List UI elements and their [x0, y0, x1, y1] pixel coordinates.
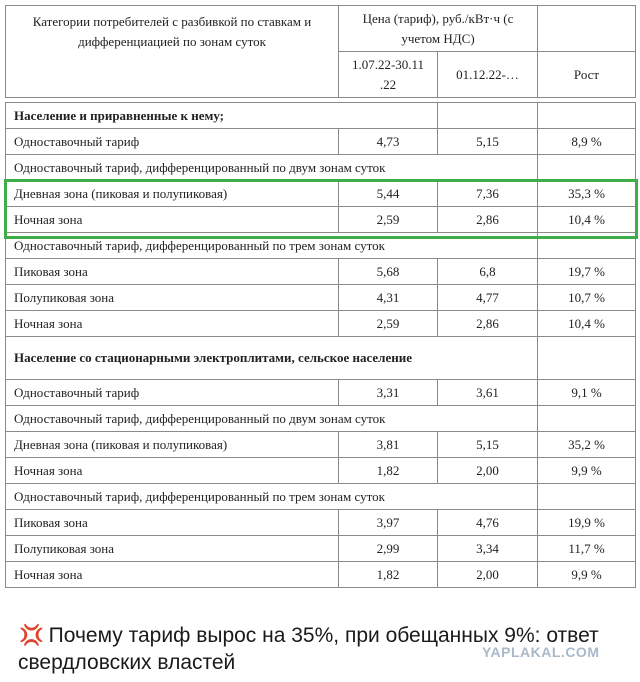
row-label: Ночная зона: [6, 207, 339, 233]
price-period-2: 3,61: [438, 380, 538, 406]
price-period-1: 1,82: [339, 562, 438, 588]
empty-cell: [538, 337, 636, 380]
price-period-1: 5,68: [339, 259, 438, 285]
empty-cell: [538, 103, 636, 129]
price-period-1: 3,31: [339, 380, 438, 406]
price-period-2: 4,76: [438, 510, 538, 536]
growth-value: 10,7 %: [538, 285, 636, 311]
empty-cell: [538, 233, 636, 259]
price-period-1: 4,31: [339, 285, 438, 311]
table-row: [6, 181, 636, 207]
price-period-2: 2,00: [438, 458, 538, 484]
table-row: [6, 311, 636, 337]
growth-value: 10,4 %: [538, 311, 636, 337]
price-period-2: 2,00: [438, 562, 538, 588]
growth-value: 35,3 %: [538, 181, 636, 207]
row-label: Ночная зона: [6, 458, 339, 484]
row-label: Одноставочный тариф: [6, 129, 339, 155]
empty-cell: [438, 103, 538, 129]
table-row: [6, 484, 636, 510]
watermark: YAPLAKAL.COM: [482, 644, 600, 660]
price-period-2: 5,15: [438, 432, 538, 458]
table-row: [6, 129, 636, 155]
table-row: [6, 380, 636, 406]
row-label: Пиковая зона: [6, 259, 339, 285]
subsection-label: Одноставочный тариф, дифференцированный по двум зонам суток: [6, 155, 538, 181]
price-period-1: 2,59: [339, 207, 438, 233]
empty-cell: [538, 155, 636, 181]
growth-value: 35,2 %: [538, 432, 636, 458]
table-row: [6, 285, 636, 311]
row-label: Ночная зона: [6, 311, 339, 337]
table-row: [6, 207, 636, 233]
section-label: Население со стационарными электроплитами, сельское население: [6, 337, 538, 380]
caption-text: Почему тариф вырос на 35%, при обещанных 9%: ответ свердловских властей: [18, 624, 599, 674]
growth-value: 9,1 %: [538, 380, 636, 406]
row-label: Полупиковая зона: [6, 285, 339, 311]
row-label: Одноставочный тариф: [6, 380, 339, 406]
empty-cell: [538, 406, 636, 432]
growth-value: 10,4 %: [538, 207, 636, 233]
tariff-table: [5, 5, 636, 588]
table-row: [6, 233, 636, 259]
row-label: Дневная зона (пиковая и полупиковая): [6, 181, 339, 207]
table-header-row: [6, 6, 636, 52]
price-period-2: 4,77: [438, 285, 538, 311]
price-period-1: 4,73: [339, 129, 438, 155]
price-period-1: 2,59: [339, 311, 438, 337]
price-period-1: 2,99: [339, 536, 438, 562]
table-row: [6, 562, 636, 588]
price-period-2: 6,8: [438, 259, 538, 285]
anger-symbol-icon: 💢︎: [18, 624, 45, 647]
subsection-label: Одноставочный тариф, дифференцированный по двум зонам суток: [6, 406, 538, 432]
price-period-2: 3,34: [438, 536, 538, 562]
header-period-1: 1.07.22-30.11 .22: [339, 52, 438, 98]
subsection-label: Одноставочный тариф, дифференцированный по трем зонам суток: [6, 484, 538, 510]
table-row: [6, 432, 636, 458]
price-period-2: 7,36: [438, 181, 538, 207]
table-row: [6, 155, 636, 181]
price-period-2: 2,86: [438, 311, 538, 337]
empty-cell: [538, 484, 636, 510]
table-row: [6, 536, 636, 562]
tariff-table-container: [5, 5, 635, 588]
price-period-1: 3,81: [339, 432, 438, 458]
row-label: Ночная зона: [6, 562, 339, 588]
growth-value: 9,9 %: [538, 458, 636, 484]
growth-value: 11,7 %: [538, 536, 636, 562]
price-period-1: 1,82: [339, 458, 438, 484]
header-price: Цена (тариф), руб./кВт·ч (с учетом НДС): [339, 6, 538, 52]
price-period-1: 3,97: [339, 510, 438, 536]
table-row: [6, 458, 636, 484]
table-row: [6, 259, 636, 285]
row-label: Пиковая зона: [6, 510, 339, 536]
header-category: Категории потребителей с разбивкой по ставкам и дифференциацией по зонам суток: [6, 6, 339, 98]
subsection-label: Одноставочный тариф, дифференцированный по трем зонам суток: [6, 233, 538, 259]
table-row: [6, 510, 636, 536]
header-empty: [538, 6, 636, 52]
growth-value: 19,7 %: [538, 259, 636, 285]
row-label: Дневная зона (пиковая и полупиковая): [6, 432, 339, 458]
growth-value: 9,9 %: [538, 562, 636, 588]
growth-value: 8,9 %: [538, 129, 636, 155]
header-growth: Рост: [538, 52, 636, 98]
row-label: Полупиковая зона: [6, 536, 339, 562]
price-period-2: 2,86: [438, 207, 538, 233]
section-label: Население и приравненные к нему;: [6, 103, 438, 129]
table-row: [6, 103, 636, 129]
price-period-2: 5,15: [438, 129, 538, 155]
header-period-2: 01.12.22-…: [438, 52, 538, 98]
table-row: [6, 337, 636, 380]
table-row: [6, 406, 636, 432]
growth-value: 19,9 %: [538, 510, 636, 536]
price-period-1: 5,44: [339, 181, 438, 207]
